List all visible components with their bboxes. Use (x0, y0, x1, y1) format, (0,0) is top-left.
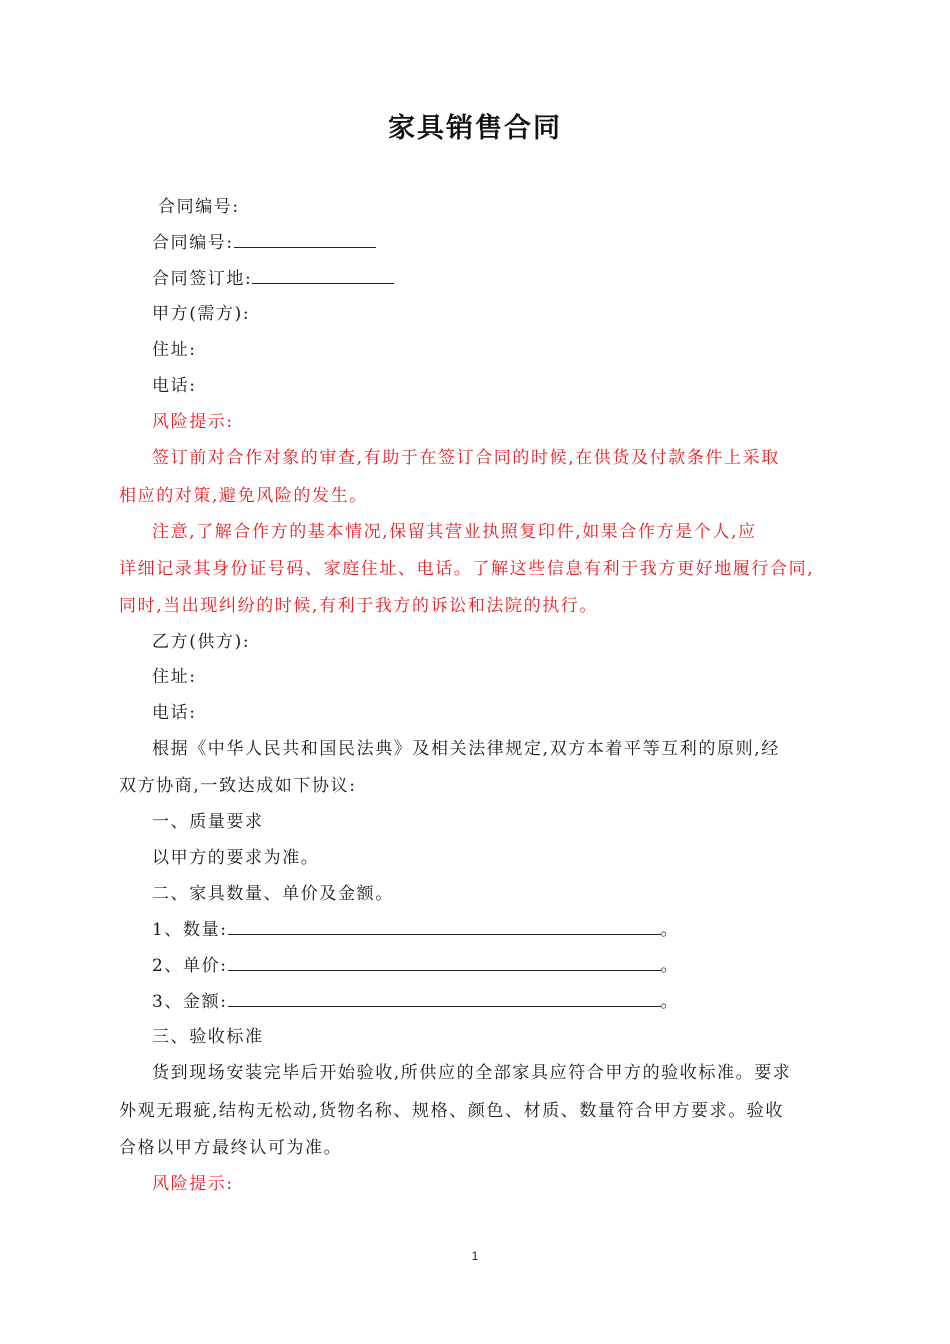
section3-line3: 合格以甲方最终认可为准。 (119, 1138, 343, 1158)
unit-price-blank (228, 955, 661, 971)
party-b-phone-label: 电话: (152, 703, 197, 723)
section3-heading: 三、验收标准 (152, 1027, 264, 1047)
risk-para2-line1: 注意,了解合作方的基本情况,保留其营业执照复印件,如果合作方是个人,应 (152, 522, 757, 542)
sign-place-label: 合同签订地: (152, 269, 253, 289)
contract-number-blank (234, 232, 376, 248)
contract-number-label-2: 合同编号: (152, 233, 234, 253)
amount-blank (228, 991, 661, 1007)
page-number: 1 (471, 1249, 479, 1263)
amount-end-mark: 。 (660, 992, 680, 1012)
preamble-line1: 根据《中华人民共和国民法典》及相关法律规定,双方本着平等互利的原则,经 (152, 739, 780, 759)
section1-body: 以甲方的要求为准。 (152, 848, 320, 868)
sign-place-blank (252, 268, 394, 284)
risk-para2-line2: 详细记录其身份证号码、家庭住址、电话。了解这些信息有利于我方更好地履行合同, (119, 559, 815, 579)
risk-heading-2: 风险提示: (152, 1174, 234, 1194)
document-title: 家具销售合同 (388, 113, 562, 144)
preamble-line2: 双方协商,一致达成如下协议: (119, 776, 357, 796)
contract-number-field (152, 228, 376, 253)
unit-price-end-mark: 。 (660, 956, 680, 976)
section2-heading: 二、家具数量、单价及金额。 (152, 884, 394, 904)
quantity-field (152, 915, 679, 940)
risk-para1-line2: 相应的对策,避免风险的发生。 (119, 486, 368, 506)
quantity-blank (228, 919, 661, 935)
section3-line1: 货到现场安装完毕后开始验收,所供应的全部家具应符合甲方的验收标准。要求 (152, 1063, 792, 1083)
contract-number-label: 合同编号: (158, 197, 240, 217)
party-b-address-label: 住址: (152, 667, 197, 687)
amount-field (152, 987, 679, 1012)
section1-heading: 一、质量要求 (152, 812, 264, 832)
party-b-label: 乙方(供方): (152, 632, 251, 652)
party-a-label: 甲方(需方): (152, 304, 251, 324)
unit-price-field (152, 951, 679, 976)
risk-para2-line3: 同时,当出现纠纷的时候,有利于我方的诉讼和法院的执行。 (119, 596, 599, 616)
amount-label: 3、金额: (152, 992, 228, 1012)
quantity-end-mark: 。 (660, 920, 680, 940)
section3-line2: 外观无瑕疵,结构无松动,货物名称、规格、颜色、材质、数量符合甲方要求。验收 (119, 1101, 785, 1121)
risk-heading-1: 风险提示: (152, 412, 234, 432)
party-a-address-label: 住址: (152, 340, 197, 360)
risk-para1-line1: 签订前对合作对象的审查,有助于在签订合同的时候,在供货及付款条件上采取 (152, 448, 780, 468)
party-a-phone-label: 电话: (152, 376, 197, 396)
sign-place-field (152, 264, 394, 289)
unit-price-label: 2、单价: (152, 956, 228, 976)
quantity-label: 1、数量: (152, 920, 228, 940)
